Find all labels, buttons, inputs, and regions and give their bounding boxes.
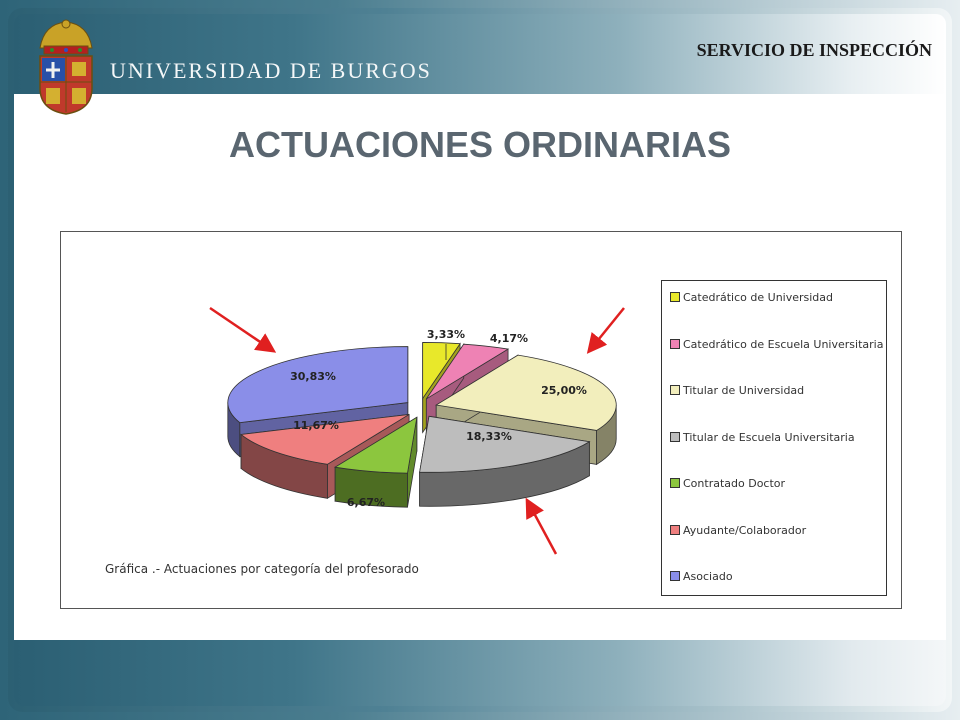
legend-item bbox=[670, 431, 855, 444]
legend-label: Catedrático de Universidad bbox=[683, 291, 834, 304]
university-crest-icon bbox=[30, 18, 102, 116]
pie-chart bbox=[61, 232, 661, 608]
pie-data-label: 11,67% bbox=[293, 419, 339, 432]
legend-item bbox=[670, 477, 785, 490]
legend-label: Titular de Escuela Universitaria bbox=[683, 430, 855, 444]
university-name: UNIVERSIDAD DE BURGOS bbox=[110, 58, 432, 83]
legend-swatch bbox=[670, 525, 680, 535]
legend-swatch bbox=[670, 292, 680, 302]
footer-band bbox=[14, 640, 946, 706]
legend-label: Asociado bbox=[683, 570, 733, 583]
pie-data-label: 30,83% bbox=[290, 370, 336, 383]
pie-data-label: 4,17% bbox=[489, 332, 529, 345]
legend-swatch bbox=[670, 478, 680, 488]
legend-swatch bbox=[670, 571, 680, 581]
legend-label: Contratado Doctor bbox=[683, 477, 786, 490]
legend-label: Catedrático de Escuela Universitaria bbox=[683, 337, 884, 351]
chart-caption: Gráfica .- Actuaciones por categoría del profesorado bbox=[105, 562, 419, 576]
legend-swatch bbox=[670, 339, 680, 349]
legend-item bbox=[670, 524, 806, 537]
chart-legend bbox=[661, 280, 887, 596]
service-title: SERVICIO DE INSPECCIÓN bbox=[696, 40, 932, 60]
pie-data-label: 25,00% bbox=[541, 384, 587, 397]
chart-area bbox=[60, 231, 902, 609]
legend-swatch bbox=[670, 432, 680, 442]
page-title: ACTUACIONES ORDINARIAS bbox=[228, 124, 731, 165]
legend-item bbox=[670, 384, 804, 397]
pie-data-label: 18,33% bbox=[466, 430, 512, 443]
legend-label: Titular de Universidad bbox=[683, 384, 805, 397]
legend-item bbox=[670, 338, 883, 351]
pie-data-label: 3,33% bbox=[426, 328, 466, 341]
legend-item bbox=[670, 291, 833, 304]
pie-data-label: 6,67% bbox=[346, 496, 386, 509]
legend-swatch bbox=[670, 385, 680, 395]
legend-label: Ayudante/Colaborador bbox=[683, 523, 807, 537]
legend-item bbox=[670, 570, 733, 583]
